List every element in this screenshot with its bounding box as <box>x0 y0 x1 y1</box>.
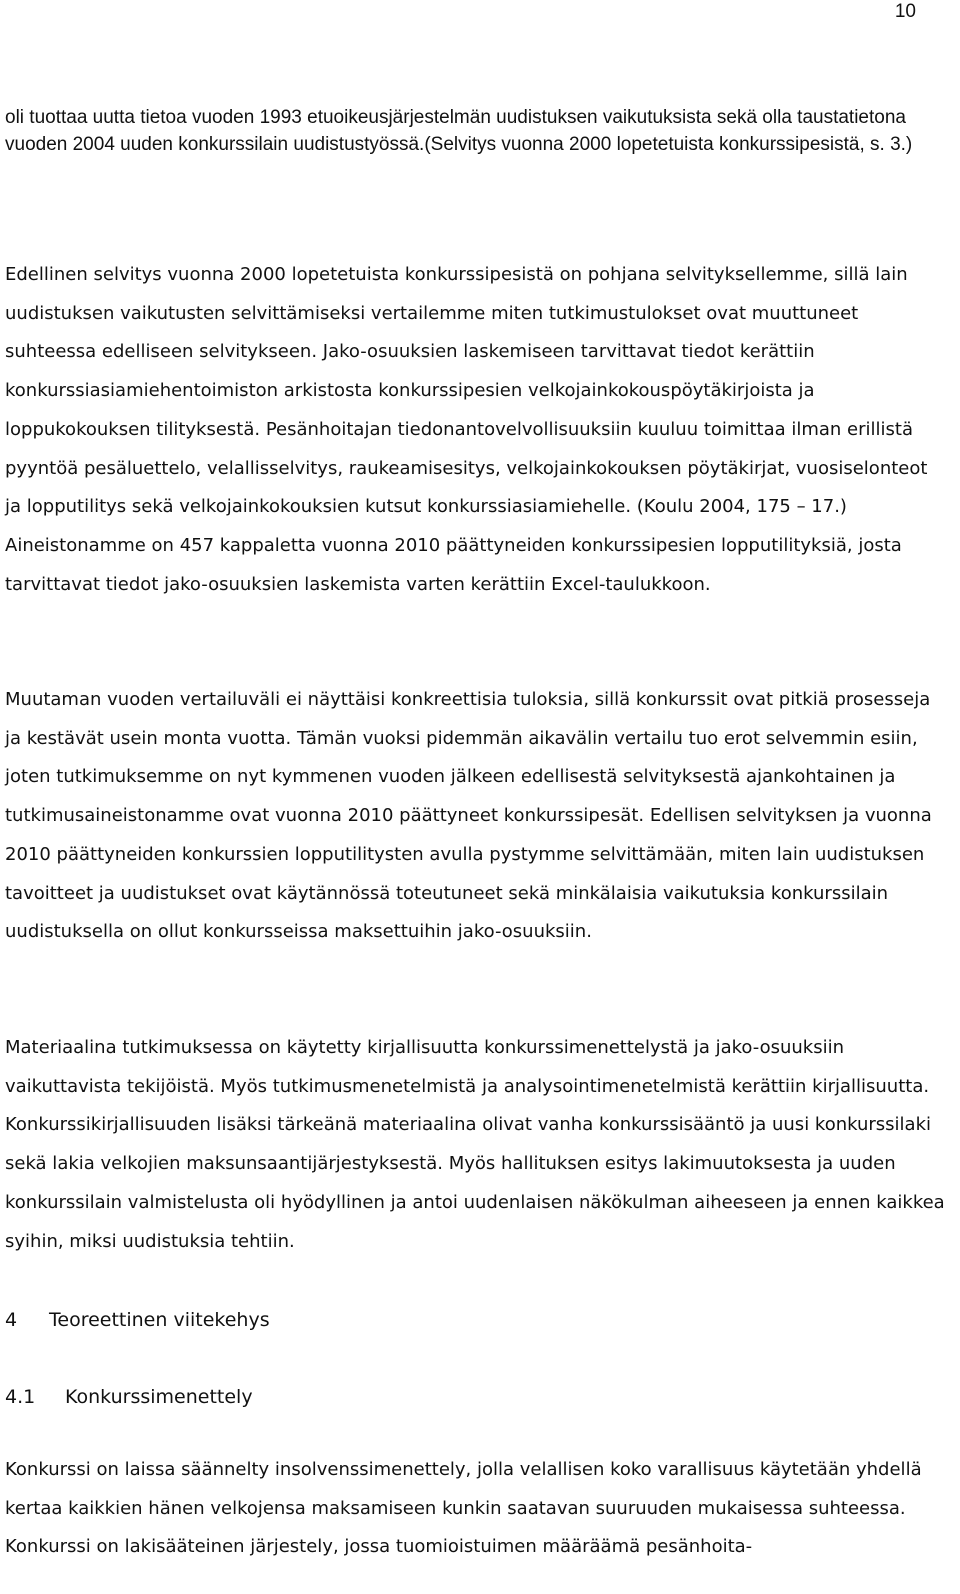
body-paragraph: Materiaalina tutkimuksessa on käytetty kirjallisuutta konkurssimenettelystä ja jako-osuuksiin vaikuttavista tekijöistä. Myös tutkimusmenetelmistä ja analysointimenetelmistä kerättiin kirjallisuutta. Konkurssikirjallisuuden lisäksi tärkeänä materiaalina olivat vanha konkurssisääntö ja uusi konkurssilaki sekä lakia velkojien maksunsaantijärjestyksestä. Myös hallituksen esitys lakimuutoksesta ja uuden konkurssilain valmistelusta oli hyödyllinen ja antoi uudenlaisen näkökulman aiheeseen ja ennen kaikkea syihin, miksi uudistuksia tehtiin. <box>5 1037 945 1252</box>
subsection-heading <box>5 1385 253 1409</box>
intro-paragraph: oli tuottaa uutta tietoa vuoden 1993 etuoikeusjärjestelmän uudistuksen vaikutuksista sekä olla taustatietona vuoden 2004 uuden konkurssilain uudistustyössä.(Selvitys vuonna 2000 lopetetuista konkurssipesistä, s. 3.) <box>5 107 913 155</box>
subsection-number: 4.1 <box>5 1386 36 1408</box>
section-title: Teoreettinen viitekehys <box>49 1309 270 1331</box>
body-paragraph: Muutaman vuoden vertailuväli ei näyttäisi konkreettisia tuloksia, sillä konkurssit ovat pitkiä prosesseja ja kestävät usein monta vuotta. Tämän vuoksi pidemmän aikavälin vertailu tuo erot selvemmin esiin, joten tutkimuksemme on nyt kymmenen vuoden jälkeen edellisestä selvityksestä ajankohtainen ja tutkimusaineistonamme ovat vuonna 2010 päättyneet konkurssipesät. Edellisen selvityksen ja vuonna 2010 päättyneiden konkurssien lopputilitysten avulla pystymme selvittämään, miten lain uudistuksen tavoitteet ja uudistukset ovat käytännössä toteutuneet sekä minkälaisia vaikutuksia konkurssilain uudistuksella on ollut konkursseissa maksettuihin jako-osuuksiin. <box>5 689 932 943</box>
page-number: 10 <box>894 1 916 22</box>
body-paragraph: Konkurssi on laissa säännelty insolvenssimenettely, jolla velallisen koko varallisuus käytetään yhdellä kertaa kaikkien hänen velkojensa maksamiseen kunkin saatavan suuruuden mukaisessa suhteessa. Konkurssi on lakisääteinen järjestely, jossa tuomioistuimen määräämä pesänhoita- <box>5 1459 922 1558</box>
subsection-title: Konkurssimenettely <box>65 1386 253 1408</box>
section-heading <box>5 1308 270 1332</box>
body-paragraph: Edellinen selvitys vuonna 2000 lopetetuista konkurssipesistä on pohjana selvityksellemme, sillä lain uudistuksen vaikutusten selvittämiseksi vertailemme miten tutkimustulokset ovat muuttuneet suhteessa edelliseen selvitykseen. Jako-osuuksien laskemiseen tarvittavat tiedot kerättiin konkurssiasiamiehentoimiston arkistosta konkurssipesien velkojainkokouspöytäkirjoista ja loppukokouksen tilityksestä. Pesänhoitajan tiedonantovelvollisuuksiin kuuluu toimittaa ilman erillistä pyyntöä pesäluettelo, velallisselvitys, raukeamisesitys, velkojainkokouksen pöytäkirjat, vuosiselonteot ja lopputilitys sekä velkojainkokouksien kutsut konkurssiasiamiehelle. (Koulu 2004, 175 – 17.) Aineistonamme on 457 kappaletta vuonna 2010 päättyneiden konkurssipesien lopputilityksiä, josta tarvittavat tiedot jako-osuuksien laskemista varten kerättiin Excel-taulukkoon. <box>5 264 928 595</box>
section-number: 4 <box>5 1309 18 1331</box>
